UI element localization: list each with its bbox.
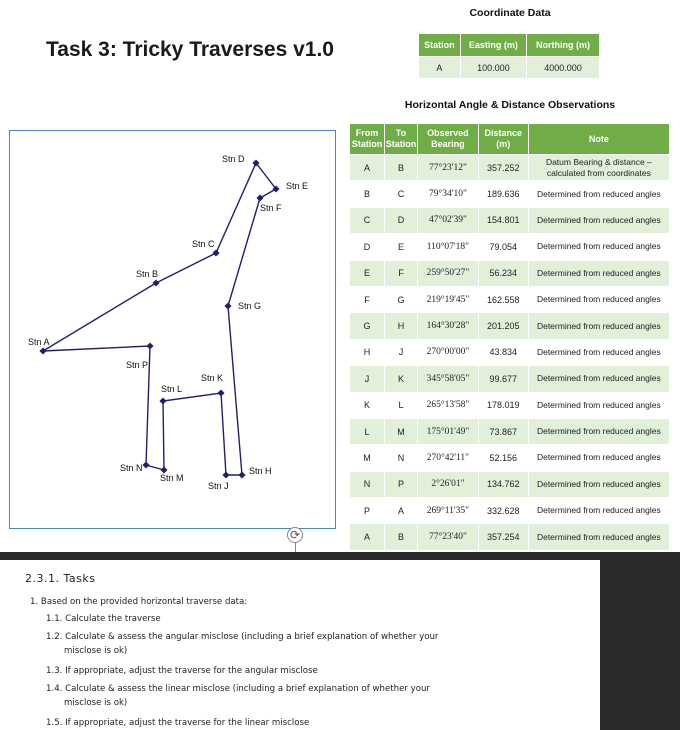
- obs-cell: 219°19'45": [417, 286, 478, 312]
- task-item-1-2-cont: misclose is ok): [64, 646, 128, 656]
- station-marker-stn-p: [146, 342, 153, 349]
- obs-cell: Determined from reduced angles: [528, 445, 669, 471]
- obs-cell: G: [350, 313, 385, 339]
- obs-cell: B: [350, 181, 385, 207]
- obs-cell: Determined from reduced angles: [528, 260, 669, 286]
- observations-table: [349, 123, 670, 551]
- obs-cell: H: [384, 313, 417, 339]
- station-label: Stn D: [222, 154, 245, 164]
- rotate-handle[interactable]: ⟳: [287, 527, 303, 543]
- obs-header-4: Note: [528, 124, 669, 155]
- obs-cell: 189.636: [478, 181, 528, 207]
- obs-row: [350, 181, 670, 207]
- obs-header-1: To Station: [384, 124, 417, 155]
- obs-cell: 99.677: [478, 366, 528, 392]
- obs-cell: L: [350, 418, 385, 444]
- station-label: Stn M: [160, 473, 184, 483]
- station-label: Stn G: [238, 301, 262, 311]
- obs-cell: Determined from reduced angles: [528, 524, 669, 550]
- obs-cell: Determined from reduced angles: [528, 339, 669, 365]
- obs-cell: 47°02'39": [417, 207, 478, 233]
- traverse-diagram[interactable]: [9, 130, 336, 529]
- obs-cell: 259°50'27": [417, 260, 478, 286]
- obs-cell: N: [384, 445, 417, 471]
- task-item-1-4-cont: misclose is ok): [64, 698, 128, 708]
- obs-row: [350, 524, 670, 550]
- traverse-svg: [10, 131, 335, 528]
- coord-cell: 4000.000: [527, 57, 600, 79]
- obs-cell: 154.801: [478, 207, 528, 233]
- obs-row: [350, 286, 670, 312]
- station-marker-stn-a: [39, 347, 46, 354]
- obs-cell: A: [384, 498, 417, 524]
- obs-cell: C: [384, 181, 417, 207]
- observations-caption: Horizontal Angle & Distance Observations: [404, 99, 616, 111]
- obs-row: [350, 366, 670, 392]
- obs-cell: 332.628: [478, 498, 528, 524]
- obs-row: [350, 392, 670, 418]
- station-label: Stn J: [208, 481, 229, 491]
- station-marker-stn-b: [152, 279, 159, 286]
- obs-header-2: Observed Bearing: [417, 124, 478, 155]
- obs-cell: K: [384, 366, 417, 392]
- station-label: Stn A: [28, 337, 50, 347]
- coordinate-data-caption: Coordinate Data: [469, 7, 551, 19]
- obs-cell: E: [384, 234, 417, 260]
- tasks-section[interactable]: [0, 560, 600, 730]
- obs-cell: J: [350, 366, 385, 392]
- obs-cell: 56.234: [478, 260, 528, 286]
- obs-cell: 175°01'49": [417, 418, 478, 444]
- coordinate-table: [418, 33, 600, 79]
- obs-cell: K: [350, 392, 385, 418]
- task-item-1-1: 1.1. Calculate the traverse: [46, 614, 161, 624]
- station-marker-stn-h: [238, 471, 245, 478]
- task-item-1-2: 1.2. Calculate & assess the angular misclose (including a brief explanation of whether your: [46, 632, 439, 642]
- station-marker-stn-n: [142, 461, 149, 468]
- obs-cell: 270°42'11": [417, 445, 478, 471]
- obs-cell: 79°34'10": [417, 181, 478, 207]
- station-label: Stn C: [192, 239, 215, 249]
- station-label: Stn K: [201, 373, 224, 383]
- obs-row: [350, 260, 670, 286]
- obs-cell: 357.252: [478, 155, 528, 181]
- obs-cell: E: [350, 260, 385, 286]
- task-item-1: 1. Based on the provided horizontal traverse data:: [30, 597, 248, 607]
- task-item-1-3: 1.3. If appropriate, adjust the traverse for the angular misclose: [46, 666, 318, 676]
- obs-cell: 265°13'58": [417, 392, 478, 418]
- obs-cell: Datum Bearing & distance – calculated from coordinates: [528, 155, 669, 181]
- obs-cell: P: [350, 498, 385, 524]
- obs-cell: G: [384, 286, 417, 312]
- obs-row: [350, 313, 670, 339]
- obs-row: [350, 418, 670, 444]
- obs-cell: 73.867: [478, 418, 528, 444]
- obs-cell: 79.054: [478, 234, 528, 260]
- obs-cell: L: [384, 392, 417, 418]
- obs-row: [350, 498, 670, 524]
- obs-cell: Determined from reduced angles: [528, 392, 669, 418]
- obs-cell: 178.019: [478, 392, 528, 418]
- station-label: Stn E: [286, 181, 309, 191]
- obs-cell: D: [350, 234, 385, 260]
- station-marker-stn-c: [212, 249, 219, 256]
- obs-cell: Determined from reduced angles: [528, 286, 669, 312]
- obs-cell: A: [350, 524, 385, 550]
- coord-cell: 100.000: [460, 57, 526, 79]
- obs-cell: 2°26'01": [417, 471, 478, 497]
- obs-header-3: Distance (m): [478, 124, 528, 155]
- obs-cell: F: [384, 260, 417, 286]
- obs-cell: Determined from reduced angles: [528, 418, 669, 444]
- section-divider: [0, 552, 680, 560]
- coord-header-2: Northing (m): [527, 34, 600, 57]
- obs-cell: Determined from reduced angles: [528, 234, 669, 260]
- obs-cell: J: [384, 339, 417, 365]
- obs-cell: A: [350, 155, 385, 181]
- obs-cell: Determined from reduced angles: [528, 471, 669, 497]
- station-label: Stn L: [161, 384, 183, 394]
- station-marker-stn-j: [222, 471, 229, 478]
- task-item-1-4: 1.4. Calculate & assess the linear misclose (including a brief explanation of whether your: [46, 684, 430, 694]
- station-label: Stn F: [260, 203, 282, 213]
- obs-cell: 270°00'00": [417, 339, 478, 365]
- obs-cell: B: [384, 155, 417, 181]
- obs-cell: Determined from reduced angles: [528, 366, 669, 392]
- obs-row: [350, 471, 670, 497]
- task-item-1-5: 1.5. If appropriate, adjust the traverse for the linear misclose: [46, 718, 310, 728]
- obs-cell: Determined from reduced angles: [528, 181, 669, 207]
- station-marker-stn-k: [217, 389, 224, 396]
- coord-cell: A: [419, 57, 461, 79]
- dark-panel: [600, 560, 680, 730]
- obs-cell: 201.205: [478, 313, 528, 339]
- station-label: Stn H: [249, 466, 272, 476]
- obs-cell: P: [384, 471, 417, 497]
- obs-cell: Determined from reduced angles: [528, 313, 669, 339]
- obs-cell: F: [350, 286, 385, 312]
- station-label: Stn N: [120, 463, 143, 473]
- obs-cell: 110°07'18": [417, 234, 478, 260]
- traverse-lines: [43, 163, 276, 475]
- station-label: Stn B: [136, 269, 159, 279]
- obs-cell: H: [350, 339, 385, 365]
- obs-cell: Determined from reduced angles: [528, 207, 669, 233]
- obs-cell: N: [350, 471, 385, 497]
- obs-row: [350, 207, 670, 233]
- obs-cell: 269°11'35": [417, 498, 478, 524]
- coord-row: [419, 57, 600, 79]
- obs-header-0: From Station: [350, 124, 385, 155]
- tasks-heading: 2.3.1. Tasks: [25, 572, 96, 585]
- obs-cell: B: [384, 524, 417, 550]
- obs-cell: 52.156: [478, 445, 528, 471]
- obs-cell: 345°58'05": [417, 366, 478, 392]
- obs-cell: 162.558: [478, 286, 528, 312]
- obs-cell: 43.834: [478, 339, 528, 365]
- station-label: Stn P: [126, 360, 149, 370]
- obs-cell: D: [384, 207, 417, 233]
- obs-row: [350, 234, 670, 260]
- obs-cell: 357.254: [478, 524, 528, 550]
- obs-cell: C: [350, 207, 385, 233]
- obs-row: [350, 155, 670, 181]
- station-marker-stn-l: [159, 397, 166, 404]
- station-marker-stn-f: [256, 194, 263, 201]
- obs-row: [350, 445, 670, 471]
- station-marker-stn-g: [224, 302, 231, 309]
- obs-cell: 164°30'28": [417, 313, 478, 339]
- obs-cell: 134.762: [478, 471, 528, 497]
- obs-cell: M: [384, 418, 417, 444]
- coord-header-1: Easting (m): [460, 34, 526, 57]
- obs-cell: Determined from reduced angles: [528, 498, 669, 524]
- page-title: Task 3: Tricky Traverses v1.0: [46, 38, 334, 61]
- obs-cell: M: [350, 445, 385, 471]
- obs-row: [350, 339, 670, 365]
- coord-header-0: Station: [419, 34, 461, 57]
- obs-cell: 77°23'12": [417, 155, 478, 181]
- obs-cell: 77°23'40": [417, 524, 478, 550]
